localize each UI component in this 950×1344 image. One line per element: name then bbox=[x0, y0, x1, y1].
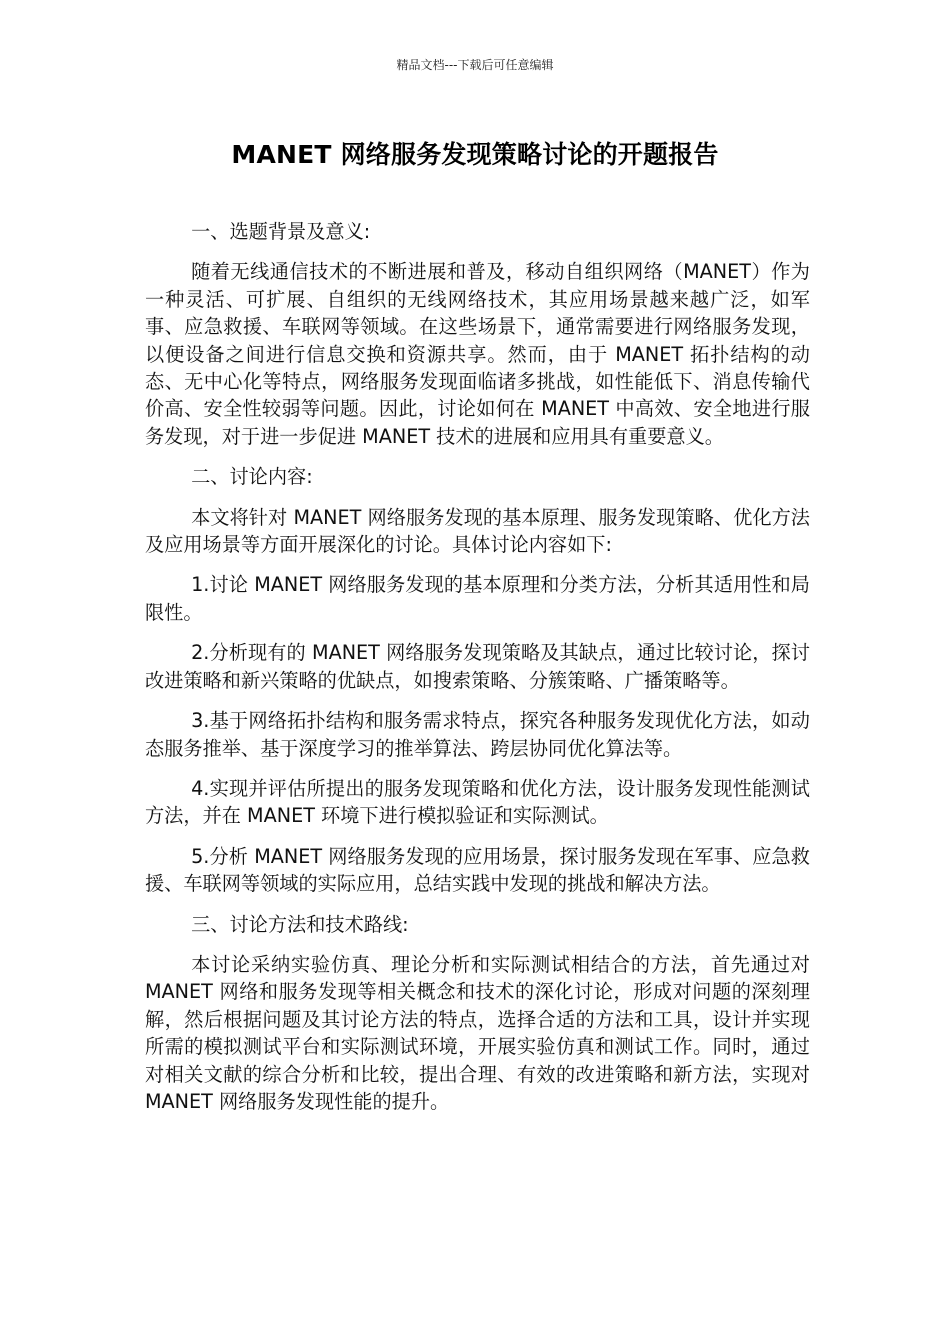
section-heading-method: 三、讨论方法和技术路线: bbox=[191, 912, 409, 936]
section-heading-background: 一、选题背景及意义: bbox=[191, 220, 371, 243]
list-item: 1.讨论 MANET 网络服务发现的基本原理和分类方法，分析其适用性和局限性。 bbox=[145, 573, 810, 624]
paragraph-method: 本讨论采纳实验仿真、理论分析和实际测试相结合的方法，首先通过对 MANET 网络和服务发现等相关概念和技术的深化讨论，形成对问题的深刻理解，然后根据问题及其讨论方法的特点，选择合适的方法和工具，设计并实现所需的模拟测试平台和实际测试环境，开展实验仿真和测试工作。同时，通过对相关文献的综合分析和比较，提出合理、有效的改进策略和新方法，实现对 MANET 网络服务发现性能的提升。 bbox=[145, 952, 810, 1113]
paragraph-content-intro: 本文将针对 MANET 网络服务发现的基本原理、服务发现策略、优化方法及应用场景等方面开展深化的讨论。具体讨论内容如下: bbox=[145, 505, 810, 557]
list-item: 2.分析现有的 MANET 网络服务发现策略及其缺点，通过比较讨论，探讨改进策略和新兴策略的优缺点，如搜索策略、分簇策略、广播策略等。 bbox=[145, 641, 810, 692]
list-item: 3.基于网络拓扑结构和服务需求特点，探究各种服务发现优化方法，如动态服务推举、基于深度学习的推举算法、跨层协同优化算法等。 bbox=[145, 709, 810, 760]
list-item: 5.分析 MANET 网络服务发现的应用场景，探讨服务发现在军事、应急救援、车联网等领域的实际应用，总结实践中发现的挑战和解决方法。 bbox=[145, 844, 810, 896]
document-body bbox=[145, 218, 810, 1128]
page-header: 精品文档---下载后可任意编辑 bbox=[396, 58, 554, 72]
section-heading-content: 二、讨论内容: bbox=[191, 465, 313, 489]
list-item: 4.实现并评估所提出的服务发现策略和优化方法，设计服务发现性能测试方法，并在 MANET 环境下进行模拟验证和实际测试。 bbox=[145, 776, 810, 828]
paragraph-background: 随着无线通信技术的不断进展和普及，移动自组织网络（MANET）作为一种灵活、可扩展、自组织的无线网络技术，其应用场景越来越广泛，如军事、应急救援、车联网等领域。在这些场景下，通常需要进行网络服务发现，以便设备之间进行信息交换和资源共享。然而，由于 MANET 拓扑结构的动态、无中心化等特点，网络服务发现面临诸多挑战，如性能低下、消息传输代价高、安全性较弱等问题。因此，讨论如何在 MANET 中高效、安全地进行服务发现，对于进一步促进 MANET 技术的进展和应用具有重要意义。 bbox=[145, 260, 810, 448]
document-title: MANET 网络服务发现策略讨论的开题报告 bbox=[231, 140, 719, 169]
